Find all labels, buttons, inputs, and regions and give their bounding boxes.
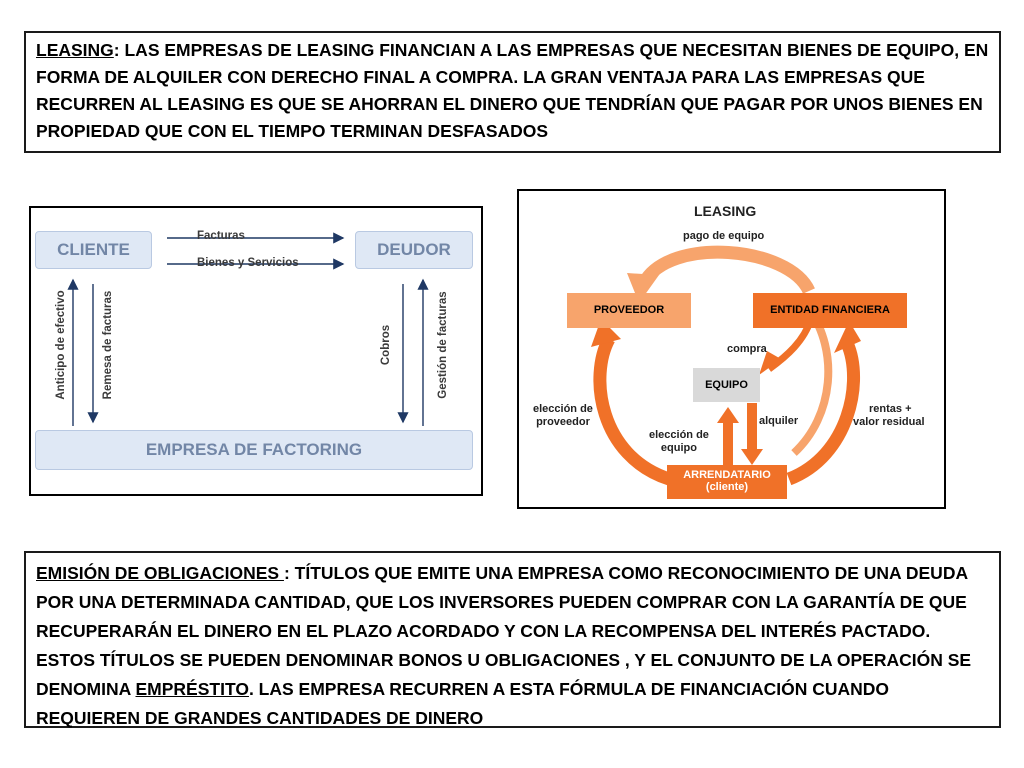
- eleccion-equipo-label: [649, 429, 709, 455]
- eleccion-proveedor-line1: elección de: [533, 403, 593, 415]
- leasing-definition-box: [24, 31, 1001, 153]
- alquiler-arrow: [747, 403, 757, 453]
- equipo-label: EQUIPO: [705, 379, 748, 391]
- leasing-diagram: [517, 189, 946, 509]
- proveedor-label: PROVEEDOR: [593, 304, 665, 316]
- entidad-loop-arrow: [794, 309, 828, 453]
- eleccion-equipo-line1: elección de: [649, 429, 709, 441]
- deudor-label: DEUDOR: [377, 240, 451, 259]
- eleccion-proveedor-label: [533, 403, 593, 429]
- obligaciones-definition-part2: . LAS EMPRESA RECURREN A ESTA FÓRMULA DE FINANCIACIÓN CUANDO REQUIEREN DE GRANDES CANTIDADES DE DINERO: [36, 679, 890, 728]
- rentas-line2: valor residual: [853, 416, 925, 428]
- eleccion-equipo-arrow: [723, 421, 733, 467]
- rentas-line1: rentas +: [869, 403, 912, 415]
- obligaciones-term: EMISIÓN DE OBLIGACIONES: [36, 563, 284, 583]
- bienes-label: Bienes y Servicios: [197, 257, 299, 269]
- gestion-label: Gestión de facturas: [437, 291, 449, 399]
- arrendatario-sublabel: (cliente): [705, 481, 749, 493]
- leasing-definition: : LAS EMPRESAS DE LEASING FINANCIAN A LAS EMPRESAS QUE NECESITAN BIENES DE EQUIPO, EN FORMA DE ALQUILER CON DERECHO FINAL A COMPRA. LA GRAN VENTAJA PARA LAS EMPRESAS QUE RECURREN AL LEASING ES QUE SE AHORRAN EL DINERO QUE TENDRÍAN QUE PAGAR POR UNOS BIENES EN PROPIEDAD QUE CON EL TIEMPO TERMINAN DESFASADOS: [36, 40, 989, 141]
- leasing-term: LEASING: [36, 40, 114, 60]
- emprestito-term: EMPRÉSTITO: [135, 679, 249, 699]
- cliente-label: CLIENTE: [57, 240, 130, 259]
- eleccion-equipo-line2: equipo: [660, 442, 697, 454]
- entidad-financiera-label: ENTIDAD FINANCIERA: [770, 304, 890, 316]
- obligaciones-definition-part1: : TÍTULOS QUE EMITE UNA EMPRESA COMO RECONOCIMIENTO DE UNA DEUDA POR UNA DETERMINADA CANTIDAD, QUE LOS INVERSORES PUEDEN COMPRAR CON LA GARANTÍA DE QUE RECUPERARÁN EL DINERO EN EL PLAZO ACORDADO Y CON LA RECOMPENSA DEL INTERÉS PACTADO. ESTOS TÍTULOS SE PUEDEN DENOMINAR BONOS U OBLIGACIONES , Y EL CONJUNTO DE LA OPERACIÓN SE DENOMINA: [36, 563, 972, 699]
- remesa-label: Remesa de facturas: [102, 290, 114, 400]
- eleccion-proveedor-arrow: [600, 339, 669, 479]
- factoring-arrows: [31, 208, 481, 494]
- empresa-factoring-label: EMPRESA DE FACTORING: [145, 440, 363, 459]
- pago-equipo-arrow: [644, 252, 809, 291]
- arrendatario-label: ARRENDATARIO: [683, 469, 771, 481]
- eleccion-proveedor-line2: proveedor: [536, 416, 590, 428]
- factoring-diagram: [29, 206, 483, 496]
- arrendatario-box: [667, 465, 787, 499]
- rentas-label: [853, 403, 925, 429]
- proveedor-box: [567, 293, 691, 328]
- equipo-box: [693, 368, 760, 402]
- cobros-label: Cobros: [380, 324, 392, 366]
- alquiler-label: alquiler: [759, 415, 799, 427]
- obligaciones-definition-box: [24, 551, 1001, 728]
- facturas-label: Facturas: [197, 230, 245, 242]
- anticipo-label: Anticipo de efectivo: [55, 290, 67, 400]
- pago-equipo-label: pago de equipo: [683, 230, 765, 242]
- compra-label: compra: [727, 343, 767, 355]
- entidad-financiera-box: [753, 293, 907, 328]
- leasing-diagram-title: LEASING: [694, 203, 757, 219]
